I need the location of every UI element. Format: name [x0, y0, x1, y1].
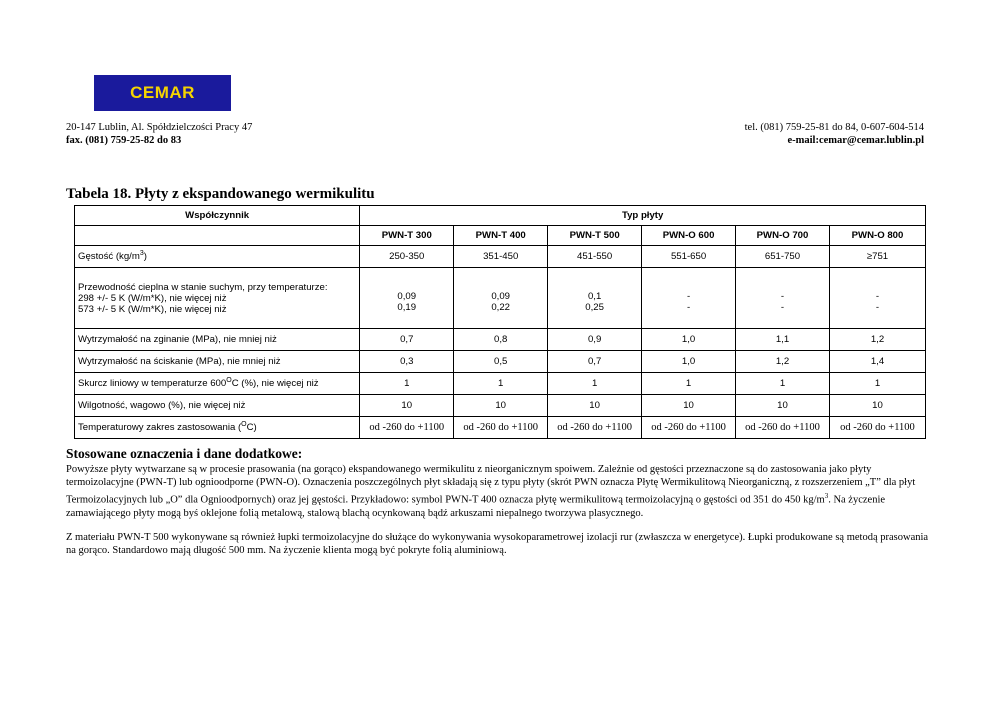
- table-cell: 0,7: [360, 329, 454, 351]
- row-label: Przewodność cieplna w stanie suchym, przy temperaturze: 298 +/- 5 K (W/m*K), nie więcej niż 573 +/- 5 K (W/m*K), nie więcej niż: [75, 268, 360, 329]
- table-row-shrinkage: [75, 373, 926, 395]
- notes-title: Stosowane oznaczenia i dane dodatkowe:: [66, 446, 303, 461]
- table-cell: 451-550: [548, 246, 642, 268]
- notes-paragraph-1: Powyższe płyty wytwarzane są w procesie prasowania (na gorąco) ekspandowanego wermikulitu z nieorganicznym spoiwem. Zależnie od gęstości przeznaczone są do zastosowania jako płyty termoizolacyjne (PWN-T) lub ognioodporne (PWN-O). Oznaczenia poszczególnych płyt składają się z typu płyty (skrót PWN oznacza Płytę Wermikulitową Nieorganiczną, z rozszerzeniem „T” dla płyt Termoizolacyjnych lub „O” dla Ognioodpornych) oraz jej gęstości. Przykładowo: symbol PWN-T 400 oznacza płytę wermikulitową termoizolacyjną o gęstości od 351 do 450 $kg/m^3$. Na życzenie zamawiającego płyty mogą byś oklejone folią metalową, stalową blachą ocynkowaną bądź arkuszami niepalnego tworzywa plasycznego.: [66, 464, 916, 519]
- table-cell: 351-450: [454, 246, 548, 268]
- table-title: Tabela 18. Płyty z ekspandowanego wermikulitu: [66, 186, 375, 202]
- table-cell: 0,5: [454, 351, 548, 373]
- table-row-density: [75, 246, 926, 268]
- company-logo: [94, 75, 231, 111]
- row-label: Skurcz liniowy w temperaturze $600^OC$ (%), nie więcej niż: [75, 373, 360, 395]
- table-cell: od -260 do +1100: [736, 417, 830, 439]
- row-label: Wilgotność, wagowo (%), nie więcej niż: [75, 395, 360, 417]
- table-cell: 1: [736, 373, 830, 395]
- table-cell: 1: [642, 373, 736, 395]
- type-header: PWN-T 300: [360, 226, 454, 246]
- table-cell: 1,0: [642, 329, 736, 351]
- table-cell: 0,7: [548, 351, 642, 373]
- logo-text: CEMAR: [130, 83, 195, 102]
- table-cell: 10: [360, 395, 454, 417]
- header-plate-type: Typ płyty: [360, 206, 926, 226]
- table-cell: 1,4: [829, 351, 925, 373]
- notes-paragraph-2: Z materiału PWN-T 500 wykonywane są również łupki termoizolacyjne do służące do wykonywania wysokoparametrowej izolacji rur (zwłaszcza w energetyce). Łupki produkowane są metodą prasowania na gorąco. Standardowo mają długość 500 mm. Na życzenie klienta mogą być pokryte folią aluminiową.: [66, 532, 929, 557]
- row-label: Gęstość $(kg/m^3)$: [75, 246, 360, 268]
- table-cell: - -: [642, 268, 736, 329]
- fax-line: fax. (081) 759-25-82 do 83: [66, 135, 182, 146]
- table-cell: od -260 do +1100: [360, 417, 454, 439]
- type-header: PWN-O 800: [829, 226, 925, 246]
- table-row-compression: [75, 351, 926, 373]
- row-label: Wytrzymałość na zginanie (MPa), nie mniej niż: [75, 329, 360, 351]
- table-cell: 1: [454, 373, 548, 395]
- table-row-bending: [75, 329, 926, 351]
- table-cell: ≥751: [829, 246, 925, 268]
- table-cell: 651-750: [736, 246, 830, 268]
- table-cell: - -: [829, 268, 925, 329]
- table-cell: 10: [829, 395, 925, 417]
- table-row-conductivity: [75, 268, 926, 329]
- phone-line: tel. (081) 759-25-81 do 84, 0-607-604-514: [744, 122, 924, 133]
- table-cell: 1: [829, 373, 925, 395]
- type-header: PWN-O 600: [642, 226, 736, 246]
- table-cell: 1: [360, 373, 454, 395]
- type-header: PWN-T 500: [548, 226, 642, 246]
- table-cell: od -260 do +1100: [548, 417, 642, 439]
- table-cell: 1,1: [736, 329, 830, 351]
- email-line[interactable]: e-mail:cemar@cemar.lublin.pl: [787, 135, 924, 146]
- table-cell: - -: [736, 268, 830, 329]
- address-line: 20-147 Lublin, Al. Spółdzielczości Pracy 47: [66, 122, 253, 133]
- table-row-temperature: [75, 417, 926, 439]
- table-cell: od -260 do +1100: [454, 417, 548, 439]
- table-cell: 551-650: [642, 246, 736, 268]
- header-coefficient: Współczynnik: [75, 206, 360, 226]
- table-cell: 0,09 0,22: [454, 268, 548, 329]
- table-cell: 1,2: [829, 329, 925, 351]
- row-label: Temperaturowy zakres zastosowania ($^O$C): [75, 417, 360, 439]
- row-label: Wytrzymałość na ściskanie (MPa), nie mniej niż: [75, 351, 360, 373]
- table-cell: 250-350: [360, 246, 454, 268]
- table-row-moisture: [75, 395, 926, 417]
- header-empty-cell: [75, 226, 360, 246]
- table-cell: od -260 do +1100: [642, 417, 736, 439]
- table-cell: od -260 do +1100: [829, 417, 925, 439]
- properties-table: [74, 205, 926, 439]
- contact-block: [745, 121, 924, 147]
- table-cell: 0,09 0,19: [360, 268, 454, 329]
- type-header: PWN-O 700: [736, 226, 830, 246]
- table-cell: 0,3: [360, 351, 454, 373]
- table-cell: 10: [642, 395, 736, 417]
- table-cell: 1,2: [736, 351, 830, 373]
- table-cell: 10: [548, 395, 642, 417]
- table-cell: 0,1 0,25: [548, 268, 642, 329]
- type-header: PWN-T 400: [454, 226, 548, 246]
- table-cell: 1,0: [642, 351, 736, 373]
- table-cell: 10: [454, 395, 548, 417]
- table-cell: 1: [548, 373, 642, 395]
- table-cell: 0,9: [548, 329, 642, 351]
- table-cell: 10: [736, 395, 830, 417]
- address-block: [66, 121, 252, 147]
- table-cell: 0,8: [454, 329, 548, 351]
